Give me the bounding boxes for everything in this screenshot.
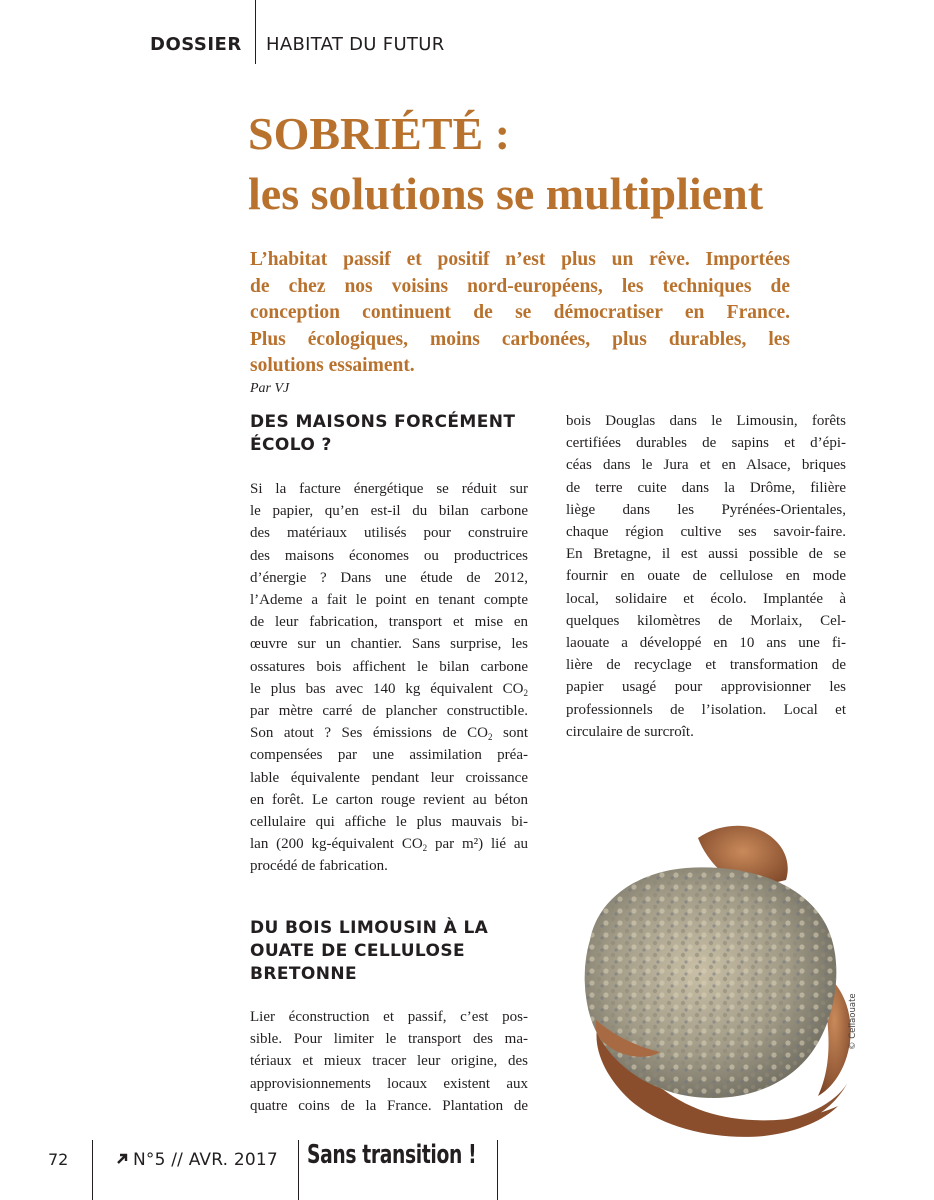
body-line bbox=[250, 833, 528, 855]
body-line bbox=[250, 722, 528, 744]
body-line: le papier, qu’en est-il du bilan carbone bbox=[250, 503, 528, 520]
footer-divider bbox=[92, 1140, 93, 1200]
body-line: quelques kilomètres de Morlaix, Cel- bbox=[566, 612, 846, 629]
page-number: 72 bbox=[48, 1150, 69, 1169]
body-line: papier usagé pour approvisionner les bbox=[566, 679, 846, 696]
subscript: 2 bbox=[487, 732, 493, 743]
lead-line: Plus écologiques, moins carbonées, plus durables, les bbox=[250, 328, 790, 350]
photo-credit: © Cellaouate bbox=[848, 993, 858, 1050]
footer-divider bbox=[298, 1140, 299, 1200]
rubric-label: HABITAT DU FUTUR bbox=[266, 34, 445, 55]
lead-line: de chez nos voisins nord-européens, les techniques de bbox=[250, 275, 790, 297]
body-line: compensées par une assimilation préa- bbox=[250, 747, 528, 764]
heading-line: ÉCOLO ? bbox=[250, 435, 332, 455]
subscript: 2 bbox=[422, 843, 428, 854]
body-line: laouate a développé en 10 ans une fi- bbox=[566, 635, 846, 652]
body-line: en forêt. Le carton rouge revient au béton bbox=[250, 791, 528, 808]
body-line-tail: sont bbox=[502, 725, 528, 742]
section-body bbox=[250, 478, 528, 878]
body-line: procédé de fabrication. bbox=[250, 858, 388, 875]
footer-divider bbox=[497, 1140, 498, 1200]
section-label: DOSSIER bbox=[150, 34, 242, 55]
body-line bbox=[250, 678, 528, 700]
body-line: sible. Pour limiter le transport des ma- bbox=[250, 1031, 528, 1048]
body-line: tériaux et mieux tracer leur origine, des bbox=[250, 1053, 528, 1070]
subscript: 2 bbox=[523, 687, 528, 698]
body-line: cellulaire qui affiche le plus mauvais bi- bbox=[250, 814, 528, 831]
cellulose-photo bbox=[568, 820, 858, 1140]
body-line: bois Douglas dans le Limousin, forêts bbox=[566, 413, 846, 429]
heading-line: DES MAISONS FORCÉMENT bbox=[250, 412, 516, 432]
body-line: En Bretagne, il est aussi possible de se bbox=[566, 546, 846, 563]
body-line: des matériaux utilisés pour construire bbox=[250, 525, 528, 542]
body-line: l’Ademe a fait le point en tenant compte bbox=[250, 592, 528, 609]
section-heading bbox=[250, 917, 540, 986]
body-line: des maisons économes ou productrices bbox=[250, 547, 528, 564]
body-line-text: lan (200 kg-équivalent CO bbox=[250, 836, 423, 853]
magazine-logo: Sans transition ! bbox=[307, 1140, 477, 1170]
body-line: céas dans le Jura et en Alsace, briques bbox=[566, 457, 846, 474]
issue-text: N°5 // AVR. 2017 bbox=[133, 1150, 278, 1170]
body-line: fournir en ouate de cellulose en mode bbox=[566, 568, 846, 585]
heading-line: OUATE DE CELLULOSE bbox=[250, 941, 466, 961]
cellulose-texture bbox=[585, 867, 837, 1098]
body-line: ossatures bois affichent le bilan carbone bbox=[250, 658, 528, 675]
body-line: certifiées durables de sapins et d’épi- bbox=[566, 435, 846, 452]
body-line: approvisionnements locaux existent aux bbox=[250, 1075, 528, 1092]
byline: Par VJ bbox=[250, 381, 290, 396]
body-line: de leur fabrication, transport et mise en bbox=[250, 614, 528, 631]
lead-line: L’habitat passif et positif n’est plus un rêve. Importées bbox=[250, 249, 790, 270]
body-line: lable équivalente pendant leur croissance bbox=[250, 769, 528, 786]
body-line-tail: par m²) lié au bbox=[435, 836, 528, 853]
body-line: quatre coins de la France. Plantation de bbox=[250, 1097, 528, 1114]
body-line: chaque région cultive ses savoir-faire. bbox=[566, 524, 846, 541]
body-line: d’énergie ? Dans une étude de 2012, bbox=[250, 569, 528, 586]
lead-line: conception continuent de se démocratiser en France. bbox=[250, 302, 790, 323]
heading-line: DU BOIS LIMOUSIN À LA bbox=[250, 918, 489, 938]
body-line: professionnels de l’isolation. Local et bbox=[566, 701, 846, 718]
body-line: Lier éconstruction et passif, c’est pos- bbox=[250, 1009, 528, 1025]
section-heading bbox=[250, 411, 540, 457]
body-line: de terre cuite dans la Drôme, filière bbox=[566, 479, 846, 496]
arrow-up-right-icon bbox=[115, 1152, 129, 1166]
body-line: lière de recyclage et transformation de bbox=[566, 657, 846, 674]
article-title bbox=[248, 104, 888, 224]
article-lead bbox=[250, 247, 790, 380]
body-line: Si la facture énergétique se réduit sur bbox=[250, 481, 528, 497]
body-line: par mètre carré de plancher constructible. bbox=[250, 703, 528, 720]
heading-line: BRETONNE bbox=[250, 964, 357, 984]
header-divider bbox=[255, 0, 256, 64]
body-line: circulaire de surcroît. bbox=[566, 723, 694, 740]
body-line-text: le plus bas avec 140 kg équivalent CO bbox=[250, 680, 524, 697]
title-line-2: les solutions se multiplient bbox=[248, 168, 764, 219]
lead-line: solutions essaiment. bbox=[250, 355, 415, 376]
column-2-body bbox=[566, 410, 846, 743]
body-line-text: Son atout ? Ses émissions de CO bbox=[250, 725, 488, 742]
body-line: liège dans les Pyrénées-Orientales, bbox=[566, 501, 846, 518]
issue-label bbox=[115, 1150, 278, 1170]
section-body bbox=[250, 1006, 528, 1117]
body-line: local, solidaire et écolo. Implantée à bbox=[566, 590, 846, 607]
body-line: œuvre sur un chantier. Sans surprise, les bbox=[250, 636, 528, 653]
title-line-1: SOBRIÉTÉ : bbox=[248, 108, 511, 159]
